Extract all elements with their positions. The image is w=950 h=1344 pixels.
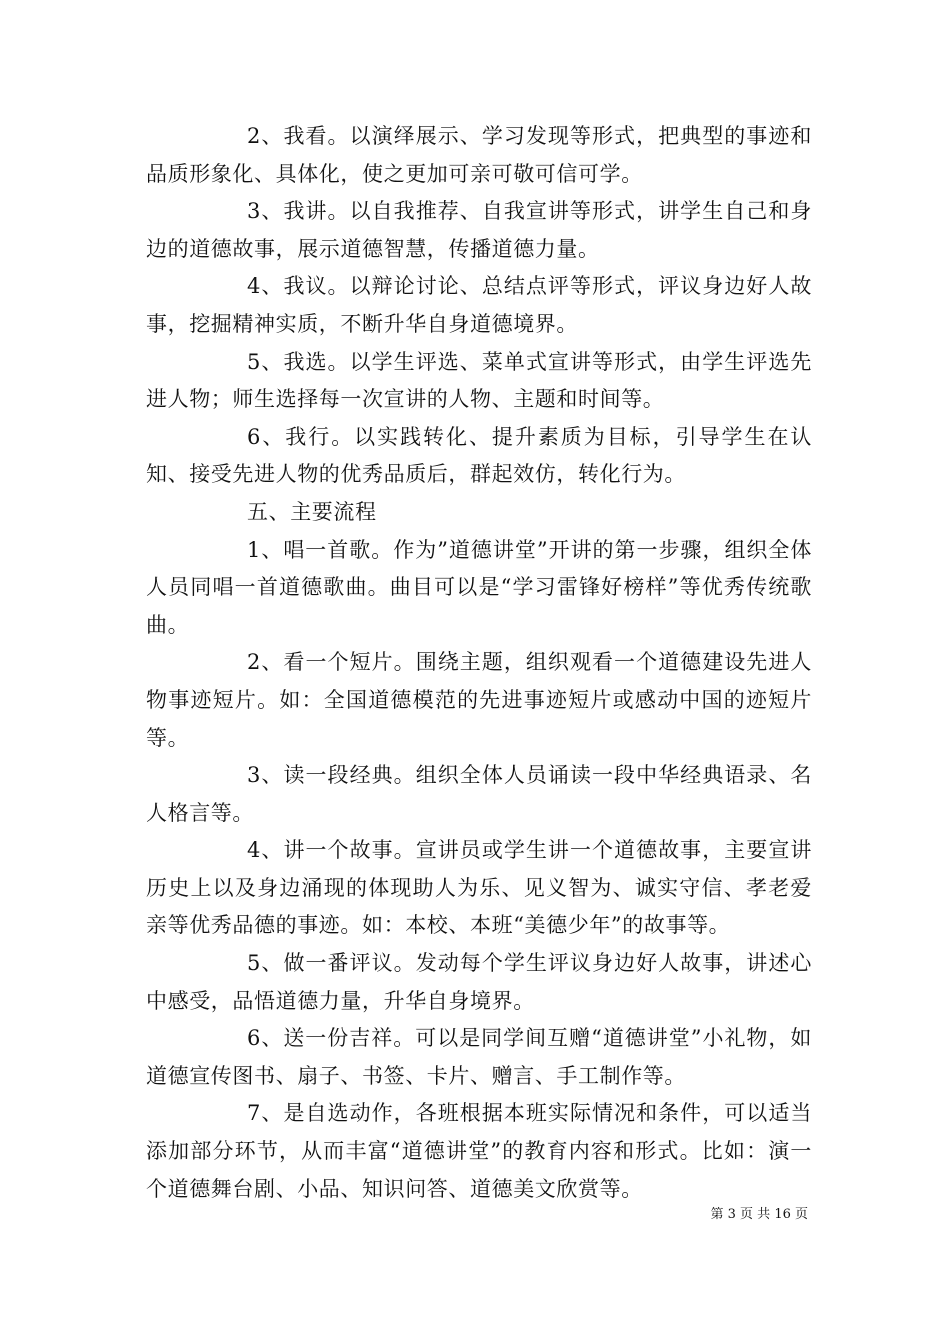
paragraph-item-2-watch: 2、我看。以演绎展示、学习发现等形式，把典型的事迹和品质形象化、具体化，使之更加可亲可敬可信可学。 [146, 124, 812, 186]
paragraph-item-3-speak: 3、我讲。以自我推荐、自我宣讲等形式，讲学生自己和身边的道德故事，展示道德智慧，传播道德力量。 [146, 199, 812, 261]
paragraph-item-5-select: 5、我选。以学生评选、菜单式宣讲等形式，由学生评选先进人物；师生选择每一次宣讲的人物、主题和时间等。 [146, 349, 812, 412]
section-heading-main-process: 五、主要流程 [247, 499, 377, 524]
paragraph-step-5-review: 5、做一番评议。发动每个学生评议身边好人故事，讲述心中感受，品悟道德力量，升华自身境界。 [146, 951, 812, 1013]
paragraph-step-6-gift: 6、送一份吉祥。可以是同学间互赠“道德讲堂”小礼物，如道德宣传图书、扇子、书签、卡片、赠言、手工制作等。 [146, 1026, 812, 1088]
page-number-footer: 第 3 页 共 16 页 [710, 1207, 808, 1222]
paragraph-step-3-read: 3、读一段经典。组织全体人员诵读一段中华经典语录、名人格言等。 [146, 763, 812, 825]
paragraph-step-1-sing: 1、唱一首歌。作为”道德讲堂”开讲的第一步骤，组织全体人员同唱一首道德歌曲。曲目可以是“学习雷锋好榜样”等优秀传统歌曲。 [146, 537, 812, 637]
paragraph-step-7-optional: 7、是自选动作，各班根据本班实际情况和条件，可以适当添加部分环节，从而丰富“道德讲堂”的教育内容和形式。比如：演一个道德舞台剧、小品、知识问答、道德美文欣赏等。 [146, 1101, 812, 1201]
paragraph-item-6-act: 6、我行。以实践转化、提升素质为目标，引导学生在认知、接受先进人物的优秀品质后，群起效仿，转化行为。 [146, 424, 812, 487]
paragraph-item-4-discuss: 4、我议。以辩论讨论、总结点评等形式，评议身边好人故事，挖掘精神实质，不断升华自身道德境界。 [146, 274, 812, 336]
paragraph-step-4-story: 4、讲一个故事。宣讲员或学生讲一个道德故事，主要宣讲历史上以及身边涌现的体现助人为乐、见义智为、诚实守信、孝老爱亲等优秀品德的事迹。如：本校、本班“美德少年”的故事等。 [146, 838, 812, 938]
document-body [146, 118, 812, 1208]
paragraph-step-2-video: 2、看一个短片。围绕主题，组织观看一个道德建设先进人物事迹短片。如：全国道德模范的先进事迹短片或感动中国的迹短片等。 [146, 650, 812, 750]
